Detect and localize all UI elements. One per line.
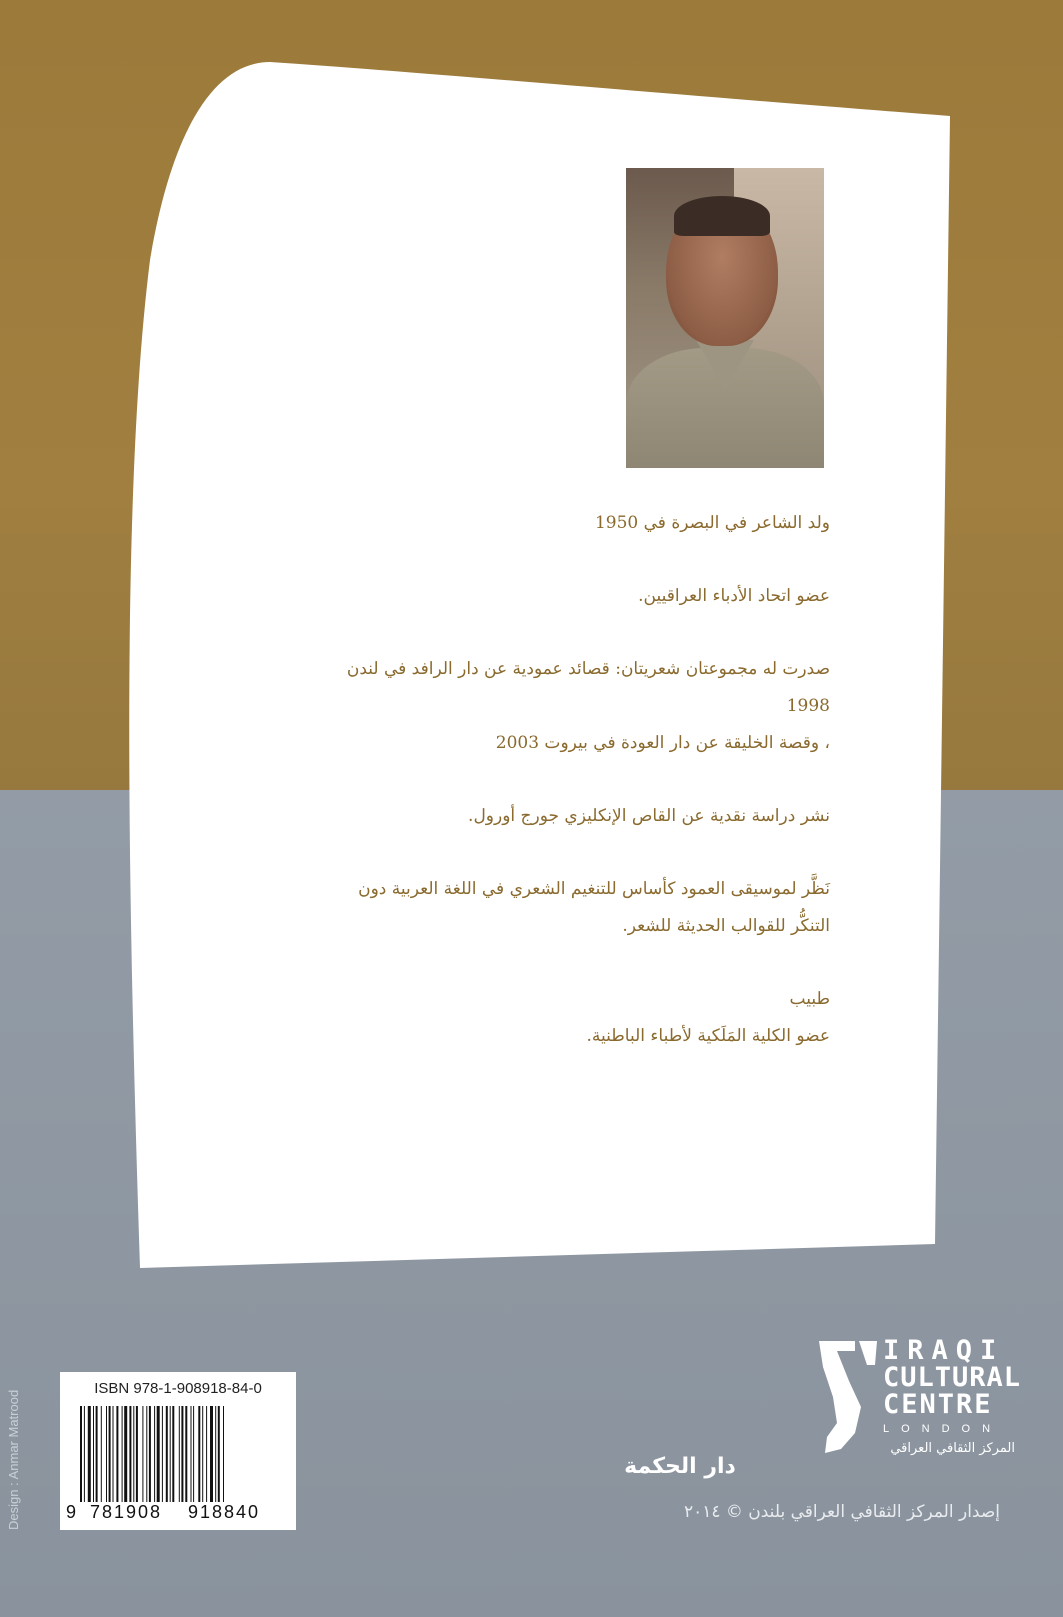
bio-theory-line1: نَظَّر لموسيقى العمود كأساس للتنغيم الشعري في اللغة العربية دون (358, 879, 830, 899)
author-biography (140, 505, 830, 1055)
logo-arabic-name: المركز الثقافي العراقي (890, 1441, 1015, 1456)
logo-english-name: IRAQI CULTURAL CENTRE (883, 1335, 1022, 1420)
bio-publications-line2: ، وقصة الخليقة عن دار العودة في بيروت 2003 (495, 733, 830, 753)
iraqi-cultural-centre-logo (815, 1335, 1022, 1487)
bio-birth: ولد الشاعر في البصرة في 1950 (594, 513, 830, 533)
bio-publications-line1: صدرت له مجموعتان شعريتان: قصائد عمودية عن دار الرافد في لندن (346, 659, 830, 679)
publisher-name: دار الحكمة (624, 1454, 736, 1479)
barcode (80, 1406, 280, 1510)
isbn-barcode-box (60, 1372, 296, 1530)
bio-membership: عضو اتحاد الأدباء العراقيين. (638, 586, 830, 606)
barcode-digits-group1: 781908 (90, 1502, 163, 1522)
isbn-label: ISBN 978-1-908918-84-0 (94, 1380, 262, 1397)
harp-icon (815, 1337, 881, 1457)
bio-theory-line2: التنكُّر للقوالب الحديثة للشعر. (622, 916, 830, 936)
bio-publications-year: 1998 (786, 696, 830, 716)
barcode-digits-group2: 918840 (188, 1502, 261, 1522)
barcode-digit-lead: 9 (66, 1502, 77, 1522)
bio-study: نشر دراسة نقدية عن القاص الإنكليزي جورج أورول. (468, 806, 830, 826)
bio-college: عضو الكلية المَلَكية لأطباء الباطنية. (586, 1026, 830, 1046)
bio-profession: طبيب (789, 989, 830, 1009)
logo-city: LONDON (883, 1423, 1003, 1435)
author-photo (626, 168, 824, 468)
design-credit: Design : Anmar Matrood (6, 1389, 21, 1530)
imprint-line: إصدار المركز الثقافي العراقي بلندن © ٢٠١٤ (683, 1502, 1000, 1522)
